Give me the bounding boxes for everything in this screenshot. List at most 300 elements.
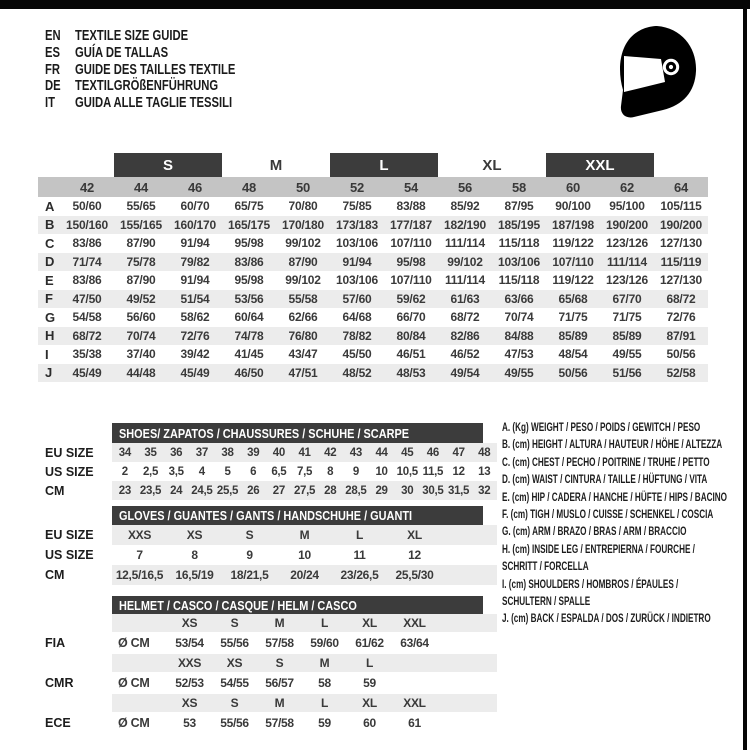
row-letter: B bbox=[45, 217, 55, 233]
size-cell: 2 bbox=[121, 465, 128, 478]
size-cell: 78/82 bbox=[342, 328, 372, 343]
gloves-row bbox=[112, 565, 497, 585]
size-cell: 2,5 bbox=[142, 465, 159, 478]
size-cell: XS bbox=[226, 656, 243, 670]
legend-line: SCHULTERN / SPALLE bbox=[502, 596, 591, 609]
size-cell: 46/52 bbox=[450, 347, 480, 362]
size-cell: 47/50 bbox=[72, 291, 102, 306]
size-cell: 83/86 bbox=[72, 236, 102, 251]
size-cell: 32 bbox=[478, 484, 491, 497]
column-header: 46 bbox=[187, 179, 203, 195]
row-letter: J bbox=[45, 365, 53, 381]
language-code: IT bbox=[45, 94, 56, 112]
size-cell: 53 bbox=[183, 716, 196, 730]
size-cell: 85/89 bbox=[612, 328, 642, 343]
size-cell: 91/94 bbox=[180, 273, 210, 288]
size-cell: 90/100 bbox=[555, 199, 591, 214]
size-table-row bbox=[38, 308, 708, 327]
size-cell: 45/49 bbox=[72, 365, 102, 380]
size-cell: 185/195 bbox=[498, 217, 540, 232]
size-cell: 95/98 bbox=[234, 236, 264, 251]
size-cell: 49/55 bbox=[612, 347, 642, 362]
size-group-spacer bbox=[38, 153, 114, 177]
legend-line: A. (Kg) WEIGHT / PESO / POIDS / GEWITCH / PESO bbox=[502, 422, 701, 434]
size-cell: 45 bbox=[401, 446, 414, 459]
size-cell: 99/102 bbox=[285, 236, 321, 251]
size-cell: 50/60 bbox=[72, 199, 102, 214]
column-header: 54 bbox=[403, 179, 419, 195]
size-cell: XL bbox=[407, 528, 422, 542]
size-cell: 66/70 bbox=[396, 310, 426, 325]
guide-title: TEXTILE SIZE GUIDE bbox=[75, 26, 189, 44]
size-cell: 60/64 bbox=[234, 310, 264, 325]
helmet-row bbox=[112, 632, 497, 654]
size-cell: 123/126 bbox=[606, 236, 648, 251]
language-row bbox=[45, 61, 235, 78]
size-cell: XXL bbox=[403, 616, 426, 630]
measurement-legend bbox=[502, 420, 736, 629]
size-cell: 91/94 bbox=[180, 236, 210, 251]
size-cell: 85/89 bbox=[558, 328, 588, 343]
size-cell: 61 bbox=[408, 716, 421, 730]
size-cell: 52/53 bbox=[175, 676, 204, 690]
size-cell: 91/94 bbox=[342, 254, 372, 269]
helmet-section bbox=[45, 596, 497, 734]
size-cell: XL bbox=[362, 696, 377, 710]
size-cell: 83/88 bbox=[396, 199, 426, 214]
legend-line: G. (cm) ARM / BRAZO / BRAS / ARM / BRACCIO bbox=[502, 526, 687, 539]
shoes-row-line bbox=[45, 462, 497, 481]
size-cell: XXS bbox=[127, 528, 152, 542]
size-cell: S bbox=[275, 656, 284, 670]
size-cell: 35/38 bbox=[72, 347, 102, 362]
size-cell: 18/21,5 bbox=[230, 568, 269, 582]
size-cell: 56/57 bbox=[265, 676, 294, 690]
size-cell: 65/68 bbox=[558, 291, 588, 306]
shoes-table-header bbox=[112, 423, 483, 443]
guide-title: GUÍA DE TALLAS bbox=[75, 43, 169, 61]
row-letter: I bbox=[45, 346, 49, 362]
size-cell: M bbox=[274, 696, 285, 710]
helmet-row-line bbox=[45, 672, 497, 694]
language-code: ES bbox=[45, 43, 61, 61]
size-cell: 23 bbox=[118, 484, 131, 497]
size-group-spacer bbox=[654, 153, 708, 177]
shoes-row bbox=[112, 443, 497, 462]
size-cell: L bbox=[320, 696, 329, 710]
shoes-row-line bbox=[45, 481, 497, 500]
size-cell: 41/45 bbox=[234, 347, 264, 362]
size-cell: 34 bbox=[118, 446, 131, 459]
size-cell: 38 bbox=[221, 446, 234, 459]
row-letter: F bbox=[45, 291, 53, 307]
gloves-row bbox=[112, 545, 497, 565]
size-cell: 123/126 bbox=[606, 273, 648, 288]
legend-line: B. (cm) HEIGHT / ALTURA / HAUTEUR / HÖHE / ALTEZZA bbox=[502, 439, 723, 452]
helmet-row-line bbox=[45, 614, 497, 632]
legend-line: E. (cm) HIP / CADERA / HANCHE / HÜFTE / HIPS / BACINO bbox=[502, 491, 728, 504]
row-label: CM bbox=[45, 483, 65, 498]
size-cell: 111/114 bbox=[445, 236, 485, 251]
size-cell: 150/160 bbox=[66, 217, 108, 232]
size-cell: 55/58 bbox=[288, 291, 318, 306]
size-cell: 75/85 bbox=[342, 199, 372, 214]
size-cell: 72/76 bbox=[666, 310, 696, 325]
size-cell: 6,5 bbox=[271, 465, 287, 478]
helmet-table-title: HELMET / CASCO / CASQUE / HELM / CASCO bbox=[119, 597, 357, 613]
size-cell: 47/53 bbox=[504, 347, 534, 362]
size-cell: 105/115 bbox=[660, 199, 702, 214]
size-cell: 59 bbox=[318, 716, 331, 730]
size-cell: 9 bbox=[352, 465, 359, 478]
size-cell: 12 bbox=[408, 548, 421, 562]
size-cell: 60 bbox=[363, 716, 376, 730]
helmet-row bbox=[112, 614, 497, 632]
size-cell: XXS bbox=[177, 656, 202, 670]
size-cell: 24,5 bbox=[191, 484, 213, 497]
language-code: FR bbox=[45, 60, 60, 78]
size-cell: 8 bbox=[191, 548, 198, 562]
size-cell: 25,5/30 bbox=[395, 568, 434, 582]
size-cell: 45/50 bbox=[342, 347, 372, 362]
gloves-header-line bbox=[45, 506, 497, 525]
row-letter: A bbox=[45, 198, 55, 214]
size-cell: 70/80 bbox=[288, 199, 318, 214]
size-cell: 115/119 bbox=[660, 254, 702, 269]
column-header: 58 bbox=[511, 179, 527, 195]
size-cell: 87/91 bbox=[666, 328, 696, 343]
size-cell: 35 bbox=[144, 446, 157, 459]
language-row bbox=[45, 77, 235, 94]
size-cell: 30,5 bbox=[422, 484, 444, 497]
size-cell: 103/106 bbox=[336, 236, 378, 251]
size-cell: 72/76 bbox=[180, 328, 210, 343]
size-cell: 53/54 bbox=[175, 636, 204, 650]
row-label bbox=[45, 614, 112, 632]
column-header: 44 bbox=[133, 179, 149, 195]
helmet-row bbox=[112, 712, 497, 734]
size-cell: 29 bbox=[375, 484, 388, 497]
unit-cell: Ø CM bbox=[118, 716, 150, 730]
size-cell: 48/52 bbox=[342, 365, 372, 380]
size-cell: 160/170 bbox=[174, 217, 216, 232]
language-code: DE bbox=[45, 77, 61, 95]
size-cell: 11 bbox=[353, 548, 366, 562]
size-cell: 9 bbox=[246, 548, 253, 562]
column-header: 52 bbox=[349, 179, 365, 195]
gloves-table-title: GLOVES / GUANTES / GANTS / HANDSCHUHE / GUANTI bbox=[119, 508, 413, 523]
size-cell: 51/56 bbox=[612, 365, 642, 380]
size-cell: 39 bbox=[247, 446, 260, 459]
size-group-s: S bbox=[114, 153, 222, 177]
size-cell: 6 bbox=[250, 465, 257, 478]
size-cell: 51/54 bbox=[180, 291, 210, 306]
size-column-header-row bbox=[38, 177, 708, 197]
unit-cell: Ø CM bbox=[118, 676, 150, 690]
helmet-row bbox=[112, 694, 497, 712]
size-cell: 3,5 bbox=[168, 465, 184, 478]
guide-title: GUIDA ALLE TAGLIE TESSILI bbox=[75, 94, 233, 112]
size-cell: L bbox=[365, 656, 374, 670]
row-letter-spacer bbox=[38, 177, 60, 197]
size-cell: 49/54 bbox=[450, 365, 480, 380]
gloves-row bbox=[112, 525, 497, 545]
size-cell: 115/118 bbox=[498, 236, 540, 251]
size-cell: 64/68 bbox=[342, 310, 372, 325]
size-cell: XXL bbox=[403, 696, 426, 710]
size-cell: 48 bbox=[478, 446, 491, 459]
helmet-header-line bbox=[45, 596, 497, 614]
size-cell: 7,5 bbox=[296, 465, 313, 478]
column-header: 56 bbox=[457, 179, 473, 195]
size-cell: 4 bbox=[198, 465, 205, 478]
row-label bbox=[45, 694, 112, 712]
size-cell: 61/63 bbox=[450, 291, 480, 306]
size-cell: 10 bbox=[298, 548, 311, 562]
helmet-row-line bbox=[45, 712, 497, 734]
size-cell: 54/55 bbox=[220, 676, 249, 690]
size-cell: 119/122 bbox=[552, 236, 594, 251]
legend-line: H. (cm) INSIDE LEG / ENTREPIERNA / FOURCHE / bbox=[502, 543, 695, 556]
size-cell: 87/90 bbox=[126, 273, 156, 288]
size-cell: 190/200 bbox=[660, 217, 702, 232]
helmet-row-line bbox=[45, 694, 497, 712]
language-row bbox=[45, 27, 235, 44]
size-cell: 103/106 bbox=[498, 254, 540, 269]
size-cell: 45/49 bbox=[180, 365, 210, 380]
size-cell: 37/40 bbox=[126, 347, 156, 362]
size-cell: 12,5/16,5 bbox=[115, 568, 164, 582]
size-cell: 30 bbox=[401, 484, 414, 497]
size-table-row bbox=[38, 271, 708, 290]
size-cell: 70/74 bbox=[504, 310, 534, 325]
size-cell: 43/47 bbox=[288, 347, 318, 362]
size-cell: 74/78 bbox=[234, 328, 264, 343]
size-table-row bbox=[38, 253, 708, 272]
size-cell: 83/86 bbox=[234, 254, 264, 269]
helmet-icon bbox=[600, 22, 708, 118]
size-cell: 25,5 bbox=[216, 484, 239, 497]
size-cell: 55/65 bbox=[126, 199, 156, 214]
size-cell: 28 bbox=[324, 484, 337, 497]
size-cell: 173/183 bbox=[336, 217, 378, 232]
helmet-row bbox=[112, 654, 497, 672]
column-header: 50 bbox=[295, 179, 311, 195]
shoes-row bbox=[112, 481, 497, 500]
helmet-table-header bbox=[112, 596, 483, 614]
size-cell: 43 bbox=[349, 446, 362, 459]
row-label bbox=[45, 654, 112, 672]
size-cell: 16,5/19 bbox=[175, 568, 214, 582]
size-cell: 67/70 bbox=[612, 291, 642, 306]
size-cell: 24 bbox=[170, 484, 183, 497]
row-label: US SIZE bbox=[45, 464, 94, 479]
size-cell: 27,5 bbox=[293, 484, 316, 497]
size-cell: 87/95 bbox=[504, 199, 534, 214]
size-cell: 187/198 bbox=[552, 217, 594, 232]
size-cell: 115/118 bbox=[498, 273, 540, 288]
row-label: EU SIZE bbox=[45, 445, 94, 460]
gloves-rows bbox=[45, 525, 497, 585]
size-cell: 42 bbox=[324, 446, 337, 459]
size-cell: 55/56 bbox=[220, 716, 249, 730]
language-list bbox=[45, 27, 235, 111]
size-cell: 111/114 bbox=[607, 254, 647, 269]
row-letter: D bbox=[45, 254, 55, 270]
size-cell: 155/165 bbox=[120, 217, 162, 232]
size-cell: 107/110 bbox=[390, 236, 432, 251]
size-cell: 190/200 bbox=[606, 217, 648, 232]
size-group-l: L bbox=[330, 153, 438, 177]
size-cell: 83/86 bbox=[72, 273, 102, 288]
size-cell: 47/51 bbox=[288, 365, 318, 380]
size-cell: 8 bbox=[327, 465, 334, 478]
size-group-xl: XL bbox=[482, 156, 502, 174]
size-cell: 127/130 bbox=[660, 236, 702, 251]
size-cell: 10 bbox=[375, 465, 388, 478]
helmet-row-line bbox=[45, 632, 497, 654]
size-cell: 49/52 bbox=[126, 291, 156, 306]
gloves-row-line bbox=[45, 525, 497, 545]
column-header: 60 bbox=[565, 179, 581, 195]
language-row bbox=[45, 44, 235, 61]
gloves-table-header bbox=[112, 506, 483, 525]
size-cell: 46 bbox=[426, 446, 439, 459]
size-cell: 76/80 bbox=[288, 328, 318, 343]
shoes-header-line bbox=[45, 423, 497, 443]
size-cell: 46/50 bbox=[234, 365, 264, 380]
size-cell: 26 bbox=[247, 484, 260, 497]
size-cell: XS bbox=[181, 616, 198, 630]
size-cell: S bbox=[230, 696, 239, 710]
size-cell: L bbox=[320, 616, 329, 630]
size-cell: 99/102 bbox=[447, 254, 483, 269]
language-row bbox=[45, 94, 235, 111]
size-cell: 71/75 bbox=[558, 310, 588, 325]
size-cell: 59/60 bbox=[310, 636, 339, 650]
size-cell: 95/98 bbox=[234, 273, 264, 288]
right-border-bar bbox=[743, 0, 747, 750]
size-cell: XL bbox=[362, 616, 377, 630]
size-cell: 5 bbox=[224, 465, 231, 478]
legend-line: F. (cm) TIGH / MUSLO / CUISSE / SCHENKEL / COSCIA bbox=[502, 509, 714, 522]
row-label: ECE bbox=[45, 716, 71, 730]
size-cell: 127/130 bbox=[660, 273, 702, 288]
size-cell: 31,5 bbox=[447, 484, 470, 497]
size-cell: 75/78 bbox=[126, 254, 156, 269]
size-cell: 53/56 bbox=[234, 291, 264, 306]
label-spacer bbox=[45, 423, 112, 443]
row-label: EU SIZE bbox=[45, 528, 94, 542]
size-cell: 44 bbox=[375, 446, 388, 459]
size-cell: 60/70 bbox=[180, 199, 210, 214]
size-cell: 63/66 bbox=[504, 291, 534, 306]
size-cell: 62/66 bbox=[288, 310, 318, 325]
label-spacer bbox=[45, 506, 112, 525]
size-cell: 57/58 bbox=[265, 716, 294, 730]
size-cell: 82/86 bbox=[450, 328, 480, 343]
size-cell: 84/88 bbox=[504, 328, 534, 343]
helmet-row bbox=[112, 672, 497, 694]
label-spacer bbox=[45, 596, 112, 614]
legend-line: SCHRITT / FORCELLA bbox=[502, 561, 589, 574]
size-cell: 87/90 bbox=[126, 236, 156, 251]
size-cell: 57/58 bbox=[265, 636, 294, 650]
row-label: FIA bbox=[45, 636, 66, 650]
size-cell: 20/24 bbox=[290, 568, 319, 582]
size-cell: 13 bbox=[478, 465, 491, 478]
row-letter: C bbox=[45, 235, 55, 251]
size-cell: 48/54 bbox=[558, 347, 588, 362]
size-cell: S bbox=[230, 616, 239, 630]
size-cell: 46/51 bbox=[396, 347, 426, 362]
size-table-row bbox=[38, 216, 708, 235]
size-cell: S bbox=[245, 528, 254, 542]
size-cell: 170/180 bbox=[282, 217, 324, 232]
size-cell: 177/187 bbox=[390, 217, 432, 232]
legend-line: I. (cm) SHOULDERS / HOMBROS / ÉPAULES / bbox=[502, 578, 679, 591]
row-letter: H bbox=[45, 328, 55, 344]
size-cell: 44/48 bbox=[126, 365, 156, 380]
size-cell: 59 bbox=[363, 676, 376, 690]
shoes-section bbox=[45, 423, 497, 500]
size-cell: 48/53 bbox=[396, 365, 426, 380]
size-cell: 57/60 bbox=[342, 291, 372, 306]
size-cell: 79/82 bbox=[180, 254, 210, 269]
size-cell: 182/190 bbox=[444, 217, 486, 232]
guide-title: GUIDE DES TAILLES TEXTILE bbox=[75, 60, 236, 78]
guide-title: TEXTILGRÖßENFÜHRUNG bbox=[75, 77, 219, 95]
gloves-row-line bbox=[45, 565, 497, 585]
size-cell: 87/90 bbox=[288, 254, 318, 269]
size-cell: 111/114 bbox=[445, 273, 485, 288]
size-cell: 52/58 bbox=[666, 365, 696, 380]
size-cell: 68/72 bbox=[450, 310, 480, 325]
size-cell: 10,5 bbox=[396, 465, 418, 478]
size-cell: 36 bbox=[170, 446, 183, 459]
main-size-table bbox=[38, 153, 708, 382]
size-table-row bbox=[38, 234, 708, 253]
size-cell: 39/42 bbox=[180, 347, 210, 362]
size-cell: 50/56 bbox=[666, 347, 696, 362]
row-letter: E bbox=[45, 272, 54, 288]
size-cell: 59/62 bbox=[396, 291, 426, 306]
size-cell: 55/56 bbox=[220, 636, 249, 650]
shoes-row-line bbox=[45, 443, 497, 462]
size-group-xxl: XXL bbox=[546, 153, 654, 177]
size-cell: 58/62 bbox=[180, 310, 210, 325]
gloves-row-line bbox=[45, 545, 497, 565]
size-cell: 23,5 bbox=[139, 484, 162, 497]
unit-cell: Ø CM bbox=[118, 636, 150, 650]
helmet-rows bbox=[45, 614, 497, 734]
column-header: 48 bbox=[241, 179, 257, 195]
size-cell: 54/58 bbox=[72, 310, 102, 325]
column-header: 64 bbox=[673, 179, 689, 195]
size-cell: 71/74 bbox=[72, 254, 102, 269]
helmet-row-line bbox=[45, 654, 497, 672]
size-cell: 23/26,5 bbox=[340, 568, 379, 582]
size-cell: 28,5 bbox=[345, 484, 367, 497]
shoes-row bbox=[112, 462, 497, 481]
size-cell: 47 bbox=[452, 446, 465, 459]
size-cell: M bbox=[319, 656, 330, 670]
size-cell: 165/175 bbox=[228, 217, 270, 232]
size-cell: 68/72 bbox=[72, 328, 102, 343]
language-code: EN bbox=[45, 26, 61, 44]
size-cell: 80/84 bbox=[396, 328, 426, 343]
column-header: 42 bbox=[79, 179, 95, 195]
